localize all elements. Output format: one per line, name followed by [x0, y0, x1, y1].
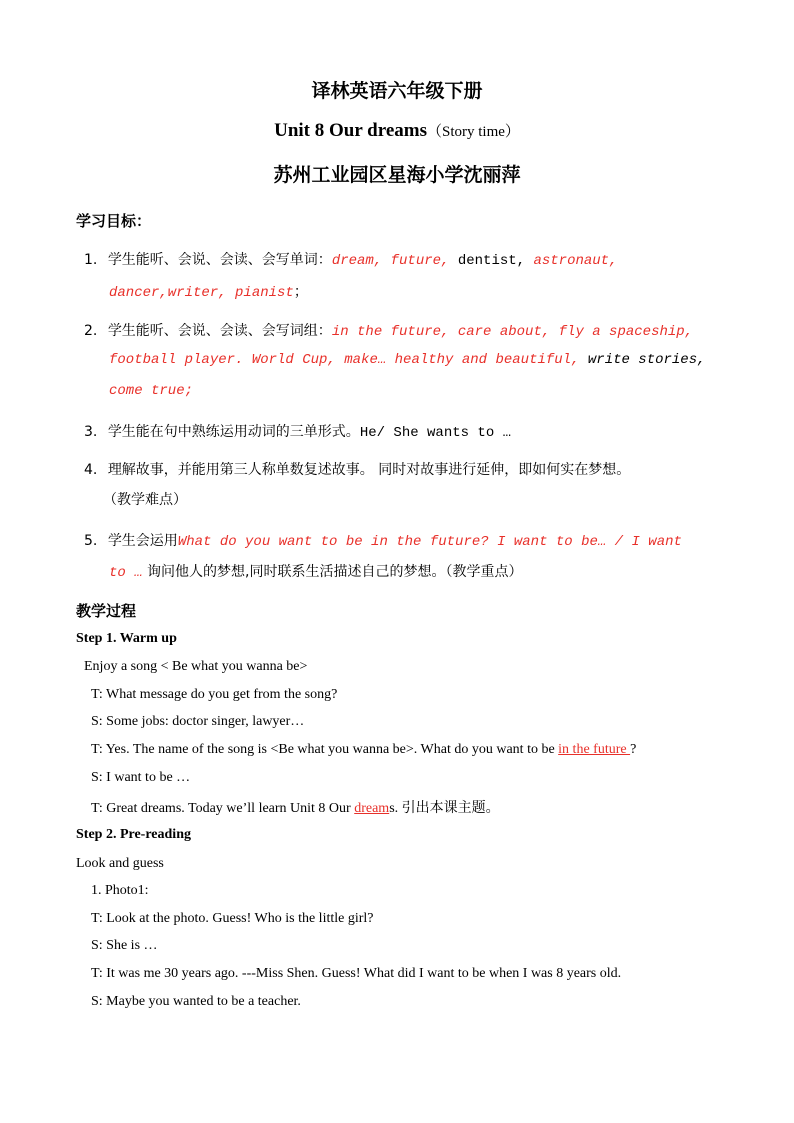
step2-line: 1. Photo1: — [91, 883, 149, 898]
objective-1 — [84, 249, 617, 269]
phrases-red: in the future, care about, fly a spaceship, — [331, 324, 694, 340]
objective-text: 学生会运用 — [107, 533, 178, 549]
objective-2 — [84, 320, 693, 340]
step1-line: T: What message do you get from the song? — [91, 687, 338, 702]
objective-5-line2 — [109, 561, 523, 581]
vocab-red: astronaut, — [525, 253, 618, 269]
sentence-pattern-red: to … — [109, 565, 143, 581]
objective-text: 学生能在句中熟练运用动词的三单形式。 — [107, 424, 360, 440]
objective-number: 3. — [84, 424, 98, 440]
step1-line — [91, 742, 636, 758]
dialogue-text: T: Yes. The name of the song is <Be what you wanna be>. What do you want to be — [91, 742, 559, 757]
objective-text: 理解故事，并能用第三人称单数复述故事。 同时对故事进行延伸，即如何实在梦想。 — [107, 462, 631, 478]
step1-line: S: Some jobs: doctor singer, lawyer… — [91, 714, 305, 729]
phrases-red: football player. World Cup, make… healthy and beautiful, — [109, 352, 580, 368]
step2-line: T: Look at the photo. Guess! Who is the little girl? — [91, 911, 374, 926]
step1-line — [91, 797, 500, 817]
step2-line: T: It was me 30 years ago. ---Miss Shen. Guess! What did I want to be when I was 8 years old. — [91, 966, 622, 981]
objective-2-line2 — [109, 351, 706, 368]
document-title: 译林英语六年级下册 — [311, 80, 483, 102]
vocab-red: dancer,writer, pianist — [109, 285, 294, 301]
unit-name: Unit 8 Our dreams — [274, 120, 427, 141]
objective-number: 2. — [84, 323, 98, 339]
vocab-red: dream, future, — [331, 253, 450, 269]
step2-line: Look and guess — [76, 856, 164, 871]
objective-2-line3 — [109, 382, 193, 399]
underlined-phrase: in the future — [558, 742, 631, 757]
step1-title: Step 1. Warm up — [76, 631, 177, 646]
author-school: 苏州工业园区星海小学沈丽萍 — [273, 164, 521, 186]
step1-line: Enjoy a song < Be what you wanna be> — [84, 659, 308, 674]
objective-1-line2 — [109, 281, 308, 301]
step2-title: Step 2. Pre-reading — [76, 827, 191, 842]
objective-number: 5. — [84, 533, 98, 549]
objective-number: 4. — [84, 462, 98, 478]
step2-line: S: Maybe you wanted to be a teacher. — [91, 994, 301, 1009]
step2-line: S: She is … — [91, 938, 158, 953]
objective-3 — [84, 421, 511, 441]
objective-5 — [84, 530, 682, 550]
unit-title — [0, 120, 794, 142]
dialogue-text: s. 引出本课主题。 — [389, 801, 500, 816]
dialogue-text: ? — [630, 742, 637, 757]
objective-4-line2: （教学难点） — [103, 492, 187, 508]
objective-number: 1. — [84, 252, 98, 268]
objectives-heading: 学习目标： — [76, 212, 152, 230]
step1-line: S: I want to be … — [91, 770, 191, 785]
punctuation: ； — [293, 284, 308, 300]
objective-text: 学生能听、会说、会读、会写词组： — [107, 323, 332, 339]
objective-text: 学生能听、会说、会读、会写单词： — [107, 252, 332, 268]
unit-subtitle: （Story time） — [426, 124, 520, 140]
process-heading: 教学过程 — [76, 602, 137, 620]
underlined-word: dream — [354, 801, 390, 816]
vocab-black: dentist, — [449, 253, 526, 269]
phrases-red: come true; — [109, 383, 194, 399]
grammar-example: He/ She wants to … — [359, 425, 512, 441]
objective-text: 询问他人的梦想,同时联系生活描述自己的梦想。（教学重点） — [142, 564, 523, 580]
phrases-black: write stories, — [579, 352, 706, 368]
sentence-pattern-red: What do you want to be in the future? I want to be… / I want — [177, 534, 682, 550]
dialogue-text: T: Great dreams. Today we’ll learn Unit 8 Our — [91, 801, 355, 816]
objective-4 — [84, 459, 630, 479]
